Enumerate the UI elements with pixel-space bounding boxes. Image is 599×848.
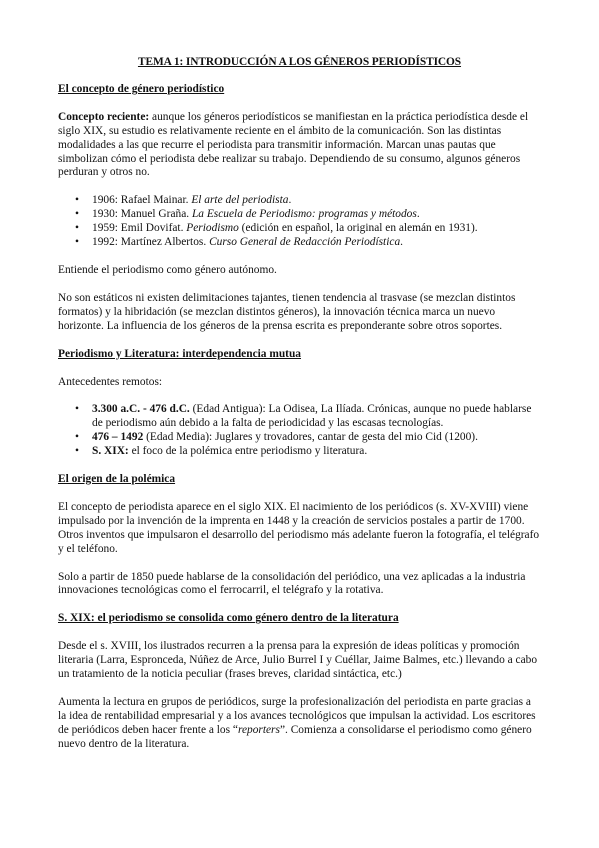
section-heading-genre-concept: El concepto de género periodístico <box>58 82 225 95</box>
list-item-text: (Edad Media): Juglares y trovadores, cantar de gesta del mio Cid (1200). <box>143 431 478 444</box>
list-item <box>58 236 541 250</box>
list-item-text: 1930: Manuel Graña. <box>92 208 192 221</box>
list-item-text: el foco de la polémica entre periodismo y literatura. <box>128 445 368 458</box>
paragraph-professionalization <box>58 696 541 752</box>
paragraph-concept <box>58 111 541 181</box>
paragraph-enlightenment: Desde el s. XVIII, los ilustrados recurren a la prensa para la expresión de ideas políticas y promoción literaria (Larra, Espronceda, Núñez de Arce, Julio Burrel I y Cuéllar, Jaime Balmes, etc.) llevando a cabo un tratamiento de la noticia peculiar (frases breves, claridad sintáctica, etc.) <box>58 640 538 681</box>
paragraph-text-end: ”. Comienza a consolidarse el periodismo como género nuevo dentro de la literatura. <box>58 723 532 750</box>
reporters-term: reporters <box>237 723 280 736</box>
list-item <box>58 208 541 222</box>
list-item-suffix: . <box>416 208 420 221</box>
paragraph-antecedents: Antecedentes remotos: <box>58 375 163 388</box>
book-title: La Escuela de Periodismo: programas y métodos <box>191 208 417 221</box>
list-item-suffix: . <box>400 236 403 249</box>
book-title: El arte del periodista <box>191 194 289 207</box>
section-heading-19th-century: S. XIX: el periodismo se consolida como género dentro de la literatura <box>58 612 399 625</box>
list-item <box>58 222 541 236</box>
book-title: Periodismo <box>186 222 239 235</box>
concept-text: aunque los géneros periodísticos se manifiestan en la práctica periodística desde el siglo XIX, su estudio es relativamente reciente en el ámbito de la comunicación. Son las distintas modalidades a las que recurre el periodista para transmitir información. Marcan unas pautas que simbolizan cómo el periodista debe realizar su trabajo. Dependiendo de su consumo, algunos géneros perduran y otros no. <box>58 110 529 179</box>
section-heading-origin-controversy: El origen de la polémica <box>58 473 176 486</box>
list-item-suffix: (edición en español, la original en alemán en 1931). <box>238 222 478 235</box>
concept-label: Concepto reciente: <box>58 110 150 123</box>
list-item <box>58 431 541 445</box>
paragraph-hybridization: No son estáticos ni existen delimitaciones tajantes, tienen tendencia al trasvase (se mezclan distintos formatos) y la hibridación (se mezclan distintos géneros), la innovación técnica marca un nuevo horizonte. La influencia de los géneros de la prensa escrita es preponderante sobre otros soportes. <box>58 291 516 332</box>
list-item-text: 1959: Emil Dovifat. <box>92 222 187 235</box>
list-item-text: 1992: Martínez Albertos. <box>92 236 210 249</box>
list-item-text: 1906: Rafael Mainar. <box>92 194 192 207</box>
paragraph-consolidation: Solo a partir de 1850 puede hablarse de la consolidación del periódico, una vez aplicadas a la industria innovaciones tecnológicas como el ferrocarril, el telégrafo y la rotativa. <box>58 570 526 597</box>
list-item <box>58 194 541 208</box>
paragraph-autonomous-genre: Entiende el periodismo como género autónomo. <box>58 263 277 276</box>
book-title: Curso General de Redacción Periodística <box>209 236 401 249</box>
paragraph-origin: El concepto de periodista aparece en el siglo XIX. El nacimiento de los periódicos (s. XV-XVIII) viene impulsado por la invención de la imprenta en 1448 y la creación de servicios postales a partir de 1700. Otros inventos que impulsaron el desarrollo del periodismo más adelante fueron la fotografía, el telégrafo y el teléfono. <box>58 500 540 555</box>
list-item-suffix: . <box>288 194 292 207</box>
authors-list <box>58 194 541 250</box>
period-label: 3.300 a.C. - 476 d.C. <box>92 403 190 416</box>
list-item-text: (Edad Antigua): La Odisea, La Ilíada. Crónicas, aunque no puede hablarse de periodismo aún debido a la falta de periodicidad y las escasas tecnologías. <box>92 403 532 430</box>
document-title: TEMA 1: INTRODUCCIÓN A LOS GÉNEROS PERIODÍSTICOS <box>137 56 462 68</box>
paragraph-text: Aumenta la lectura en grupos de periódicos, surge la profesionalización del periodista en parte gracias a la idea de rentabilidad empresarial y a los avances tecnológicos que impulsan la actividad. Los escritores de periódicos deben hacer frente a los “ <box>58 696 536 736</box>
period-label: S. XIX: <box>92 445 129 458</box>
period-label: 476 – 1492 <box>92 431 144 444</box>
list-item <box>58 403 541 431</box>
antecedents-list <box>58 403 541 459</box>
section-heading-journalism-literature: Periodismo y Literatura: interdependencia mutua <box>58 347 301 360</box>
list-item <box>58 445 541 459</box>
